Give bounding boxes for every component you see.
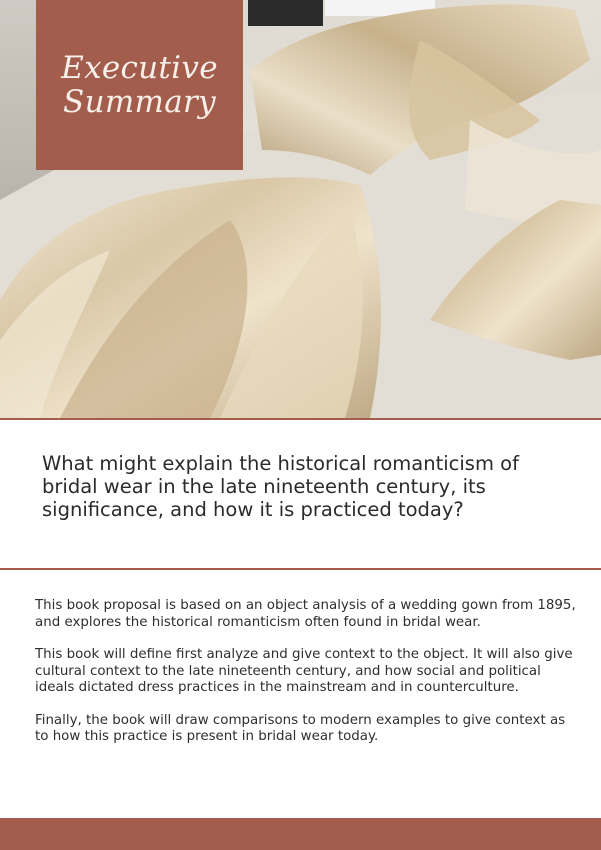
summary-paragraph: This book will define first analyze and give context to the object. It will also give cultural context to the late nineteenth century, and how social and political ideals dictated dress practices in the mainstream and in counterculture. [35, 647, 573, 695]
summary-paragraph: This book proposal is based on an object analysis of a wedding gown from 1895, and explores the historical romanticism often found in bridal wear. [35, 598, 576, 630]
footer-band [0, 818, 601, 850]
summary-body [35, 598, 580, 762]
title-line-1: Executive [61, 50, 218, 86]
title-block [36, 0, 243, 170]
hero-photo [0, 0, 601, 418]
research-question: What might explain the historical romanticism of bridal wear in the late nineteenth century, its significance, and how it is practiced today? [42, 452, 519, 521]
divider-top [0, 418, 601, 420]
title-line-2: Summary [63, 84, 216, 120]
divider-middle [0, 568, 601, 570]
summary-paragraph: Finally, the book will draw comparisons to modern examples to give context as to how this practice is present in bridal wear today. [35, 712, 566, 744]
